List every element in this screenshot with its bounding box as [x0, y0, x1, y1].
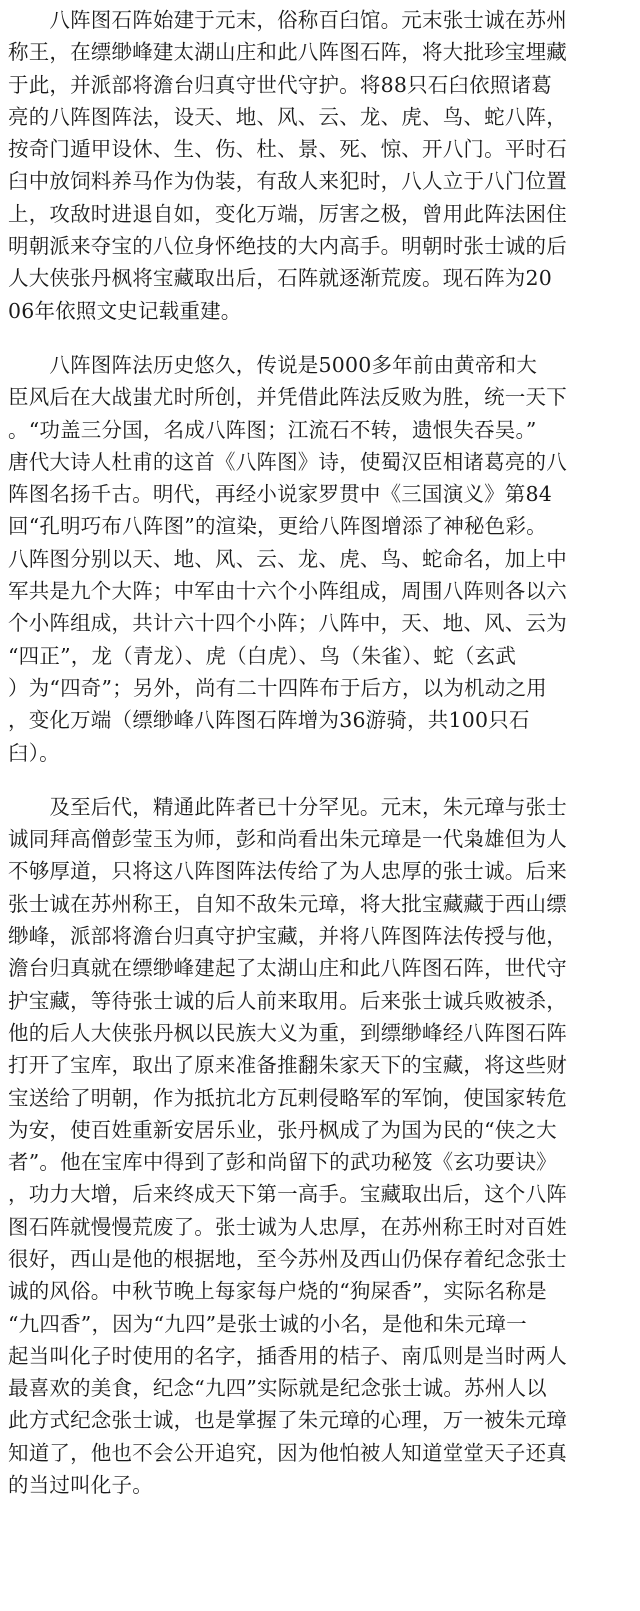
text-line: 亮的八阵图阵法，设天、地、风、云、龙、虎、鸟、蛇八阵， [8, 104, 567, 129]
text-line: “四正”，龙（青龙）、虎（白虎）、鸟（朱雀）、蛇（玄武 [8, 643, 517, 668]
text-line: 不够厚道，只将这八阵图阵法传给了为人忠厚的张士诚。后来 [8, 859, 567, 884]
paragraph-spacer [8, 327, 632, 349]
text-line: ，变化万端（缥缈峰八阵图石阵增为36游骑，共100只石 [8, 708, 530, 733]
text-line: 很好，西山是他的根据地，至今苏州及西山仍保存着纪念张士 [8, 1246, 567, 1271]
text-line: 唐代大诗人杜甫的这首《八阵图》诗，使蜀汉臣相诸葛亮的八 [8, 449, 567, 474]
text-line: ，功力大增，后来终成天下第一高手。宝藏取出后，这个八阵 [8, 1182, 567, 1207]
text-line: 阵图名扬千古。明代，再经小说家罗贯中《三国演义》第84 [8, 482, 552, 507]
text-line: 为安，使百姓重新安居乐业，张丹枫成了为国为民的“侠之大 [8, 1117, 557, 1142]
text-line: 最喜欢的美食，纪念“九四”实际就是纪念张士诚。苏州人以 [8, 1376, 547, 1401]
text-line: 起当叫化子时使用的名字，插香用的桔子、南瓜则是当时两人 [8, 1343, 567, 1368]
text-line: 回“孔明巧布八阵图”的渲染，更给八阵图增添了神秘色彩。 [8, 514, 547, 539]
text-line: 按奇门遁甲设休、生、伤、杜、景、死、惊、开八门。平时石 [8, 137, 567, 162]
text-line: 臼中放饲料养马作为伪装，有敌人来犯时，八人立于八门位置 [8, 169, 567, 194]
text-line: 及至后代，精通此阵者已十分罕见。元末，朱元璋与张士 [8, 794, 567, 819]
paragraph-1 [8, 4, 632, 327]
text-line: 他的后人大侠张丹枫以民族大义为重，到缥缈峰经八阵图石阵 [8, 1020, 567, 1045]
text-line: 八阵图石阵始建于元末，俗称百臼馆。元末张士诚在苏州 [8, 8, 567, 32]
text-line: 诚同拜高僧彭莹玉为师，彭和尚看出朱元璋是一代枭雄但为人 [8, 827, 567, 852]
paragraph-3 [8, 791, 632, 1502]
text-line: 打开了宝库，取出了原来准备推翻朱家天下的宝藏，将这些财 [8, 1053, 567, 1078]
text-line: 军共是九个大阵；中军由十六个小阵组成，周围八阵则各以六 [8, 579, 567, 604]
text-line: 宝送给了明朝，作为抵抗北方瓦剌侵略军的军饷，使国家转危 [8, 1085, 567, 1110]
text-line: 八阵图分别以天、地、风、云、龙、虎、鸟、蛇命名，加上中 [8, 546, 567, 571]
text-line: 张士诚在苏州称王，自知不敌朱元璋，将大批宝藏藏于西山缥 [8, 891, 567, 916]
article-body [8, 4, 632, 1501]
text-line: 诚的风俗。中秋节晚上每家每户烧的“狗屎香”，实际名称是 [8, 1279, 547, 1304]
text-line: 八阵图阵法历史悠久，传说是5000多年前由黄帝和大 [8, 352, 538, 377]
text-line: “九四香”，因为“九四”是张士诚的小名，是他和朱元璋一 [8, 1311, 527, 1336]
text-line: 者”。他在宝库中得到了彭和尚留下的武功秘笈《玄功要诀》 [8, 1150, 557, 1175]
text-line: 06年依照文史记载重建。 [8, 298, 242, 323]
text-line: 于此，并派部将澹台归真守世代守护。将88只石臼依照诸葛 [8, 72, 552, 97]
text-line: 澹台归真就在缥缈峰建起了太湖山庄和此八阵图石阵，世代守 [8, 956, 567, 981]
text-line: 。“功盖三分国，名成八阵图；江流石不转，遗恨失吞吴。” [8, 417, 537, 442]
text-line: 人大侠张丹枫将宝藏取出后，石阵就逐渐荒废。现石阵为20 [8, 266, 552, 291]
text-line: 明朝派来夺宝的八位身怀绝技的大内高手。明朝时张士诚的后 [8, 234, 567, 259]
text-line: 称王，在缥缈峰建太湖山庄和此八阵图石阵，将大批珍宝埋藏 [8, 40, 567, 65]
text-line: 护宝藏，等待张士诚的后人前来取用。后来张士诚兵败被杀， [8, 988, 567, 1013]
text-line: 此方式纪念张士诚，也是掌握了朱元璋的心理，万一被朱元璋 [8, 1408, 567, 1433]
text-line: 臣风后在大战蚩尤时所创，并凭借此阵法反败为胜，统一天下 [8, 385, 567, 410]
paragraph-2 [8, 349, 632, 769]
text-line: 个小阵组成，共计六十四个小阵；八阵中，天、地、风、云为 [8, 611, 567, 636]
text-line: 图石阵就慢慢荒废了。张士诚为人忠厚，在苏州称王时对百姓 [8, 1214, 567, 1239]
text-line: ）为“四奇”；另外，尚有二十四阵布于后方，以为机动之用 [8, 675, 547, 700]
paragraph-spacer [8, 769, 632, 791]
text-line: 的当过叫化子。 [8, 1473, 153, 1498]
text-line: 上，攻敌时进退自如，变化万端，厉害之极，曾用此阵法困住 [8, 201, 567, 226]
text-line: 缈峰，派部将澹台归真守护宝藏，并将八阵图阵法传授与他， [8, 924, 567, 949]
text-line: 臼）。 [8, 740, 60, 765]
text-line: 知道了，他也不会公开追究，因为他怕被人知道堂堂天子还真 [8, 1440, 567, 1465]
